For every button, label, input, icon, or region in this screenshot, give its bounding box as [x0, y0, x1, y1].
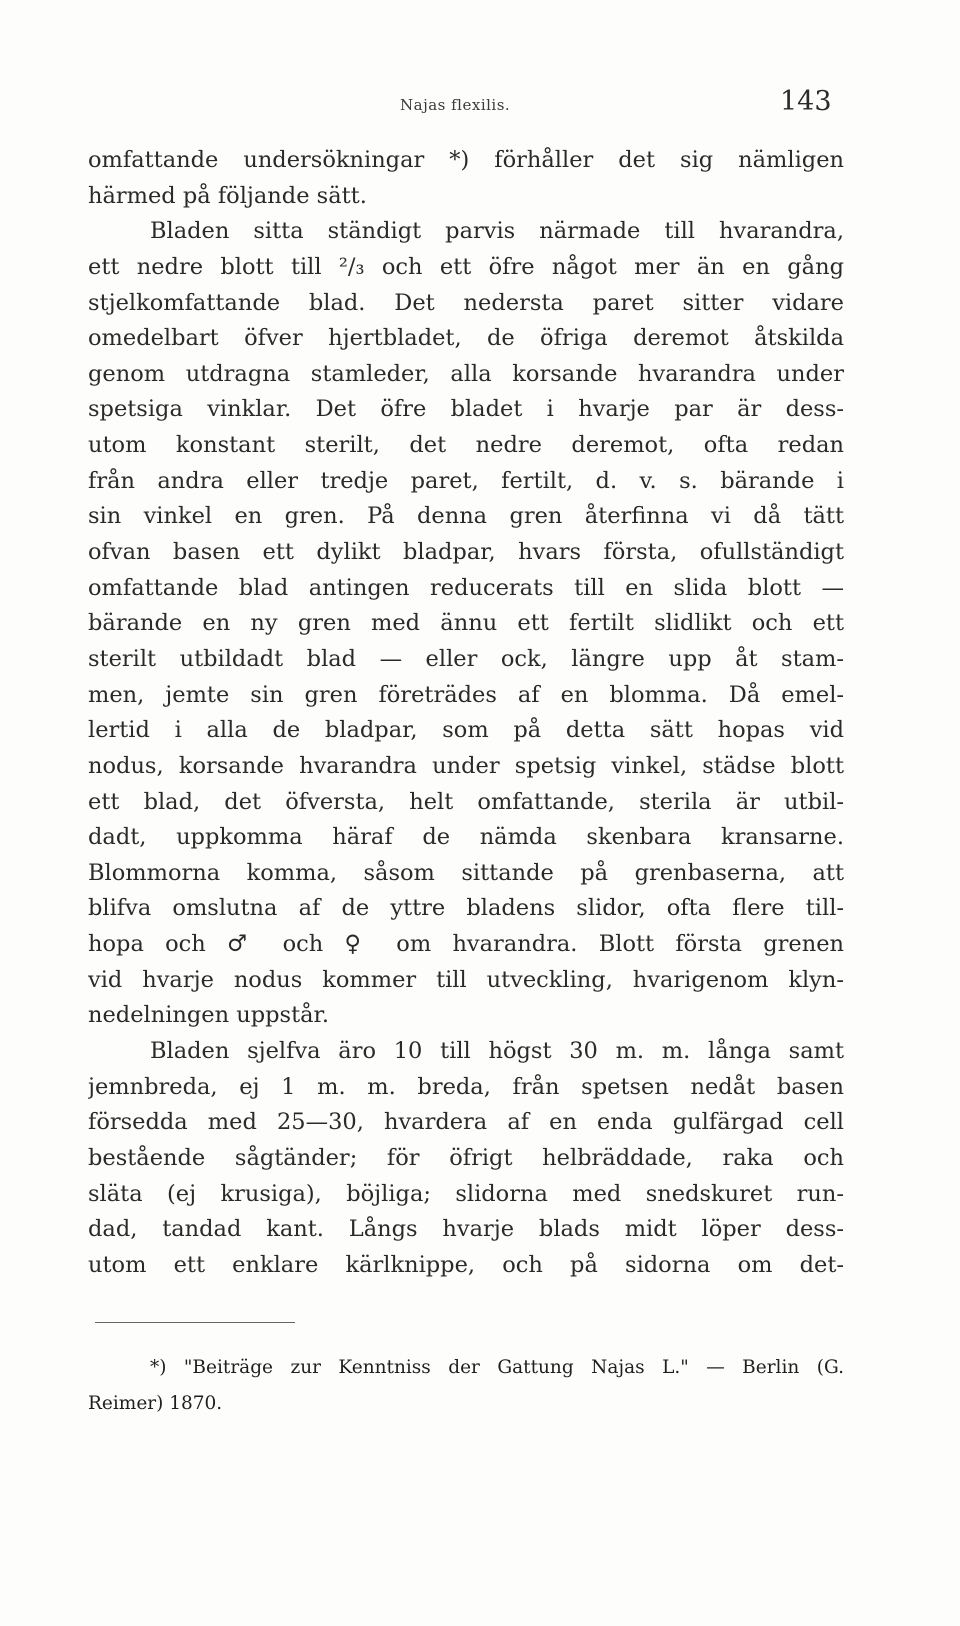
body-text [88, 143, 844, 1284]
text-line: bärande en ny gren med ännu ett fertilt slidlikt och ett [88, 610, 844, 637]
text-line: från andra eller tredje paret, fertilt, d. v. s. bärande i [88, 467, 844, 494]
text-line: nodus, korsande hvarandra under spetsig vinkel, städse blott [88, 752, 844, 779]
footnote-line: Reimer) 1870. [88, 1393, 223, 1414]
page-number: 143 [780, 86, 832, 117]
text-line: men, jemte sin gren företrädes af en blomma. Då emel- [88, 681, 844, 708]
running-head: Najas flexilis. [400, 96, 511, 114]
text-line: ett nedre blott till ²/₃ och ett öfre något mer än en gång [88, 253, 844, 280]
text-line: släta (ej krusiga), böjliga; slidorna med snedskuret run- [88, 1180, 844, 1207]
text-line: vid hvarje nodus kommer till utveckling, hvarigenom klyn- [88, 966, 844, 993]
text-line: försedda med 25—30, hvardera af en enda gulfärgad cell [88, 1109, 844, 1136]
footnote-line: *) "Beiträge zur Kenntniss der Gattung Najas L." — Berlin (G. [150, 1357, 844, 1378]
text-line: omfattande blad antingen reducerats till en slida blott — [88, 574, 844, 601]
text-line: dad, tandad kant. Långs hvarje blads midt löper dess- [88, 1216, 844, 1243]
text-line: ofvan basen ett dylikt bladpar, hvars första, ofullständigt [88, 539, 844, 566]
footnote [88, 1350, 844, 1422]
text-line: Bladen sjelfva äro 10 till högst 30 m. m. långa samt [150, 1038, 844, 1065]
text-line: omfattande undersökningar *) förhåller det sig nämligen [88, 147, 844, 173]
text-line: sin vinkel en gren. På denna gren återfinna vi då tätt [88, 503, 844, 530]
footnote-rule [95, 1322, 295, 1323]
text-line: lertid i alla de bladpar, som på detta sätt hopas vid [88, 717, 844, 744]
text-line: genom utdragna stamleder, alla korsande hvarandra under [88, 360, 844, 387]
text-line: omedelbart öfver hjertbladet, de öfriga deremot åtskilda [88, 325, 844, 352]
text-line: utom konstant sterilt, det nedre deremot, ofta redan [88, 432, 844, 459]
text-line: jemnbreda, ej 1 m. m. breda, från spetsen nedåt basen [88, 1073, 844, 1100]
text-line: Bladen sitta ständigt parvis närmade till hvarandra, [150, 218, 844, 245]
text-line: hopa och ♂ och ♀ om hvarandra. Blott första grenen [88, 931, 844, 958]
text-line: bestående sågtänder; för öfrigt helbräddade, raka och [88, 1144, 844, 1171]
text-line: utom ett enklare kärlknippe, och på sidorna om det- [88, 1251, 844, 1278]
text-line: spetsiga vinklar. Det öfre bladet i hvarje par är dess- [88, 396, 844, 423]
text-line: Blommorna komma, såsom sittande på grenbaserna, att [88, 859, 844, 886]
text-line: sterilt utbildadt blad — eller ock, längre upp åt stam- [88, 645, 844, 672]
text-line: ett blad, det öfversta, helt omfattande, sterila är utbil- [88, 788, 844, 815]
text-line: stjelkomfattande blad. Det nedersta paret sitter vidare [88, 289, 844, 316]
text-line: blifva omslutna af de yttre bladens slidor, ofta flere till- [88, 895, 844, 922]
text-line: nedelningen uppstår. [88, 1002, 329, 1029]
text-line: härmed på följande sätt. [88, 182, 367, 209]
text-line: dadt, uppkomma häraf de nämda skenbara kransarne. [88, 824, 844, 851]
